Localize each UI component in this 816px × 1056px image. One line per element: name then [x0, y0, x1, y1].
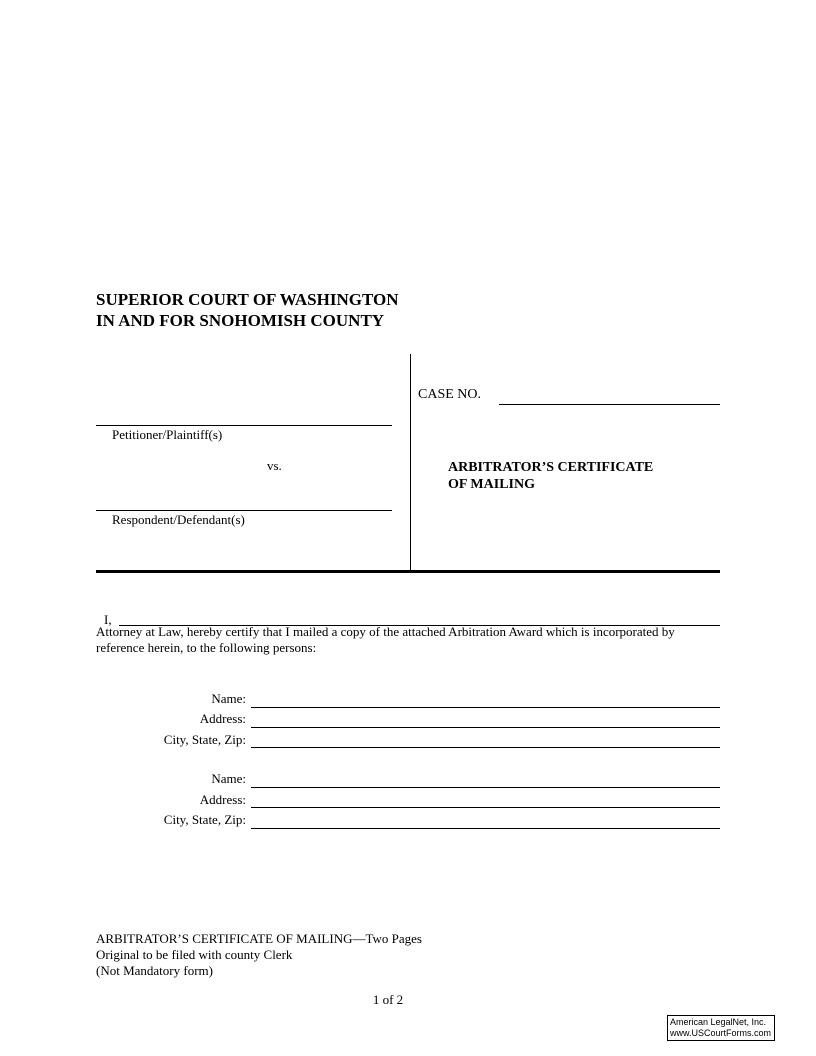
petitioner-name-line[interactable] [96, 425, 392, 426]
respondent-label: Respondent/Defendant(s) [112, 512, 245, 527]
document-title [448, 459, 653, 493]
stamp-line2: www.USCourtForms.com [670, 1028, 772, 1038]
recipient-2-city-line[interactable] [251, 828, 720, 829]
page-number: 1 of 2 [372, 992, 404, 1007]
vs-label: vs. [267, 458, 282, 473]
footer-line3: (Not Mandatory form) [96, 963, 213, 978]
court-name-line1: SUPERIOR COURT OF WASHINGTON [96, 290, 399, 309]
recipient-1-address-label: Address: [199, 711, 246, 726]
recipient-1-address-line[interactable] [251, 727, 720, 728]
recipient-1-city-line[interactable] [251, 747, 720, 748]
court-name-line2: IN AND FOR SNOHOMISH COUNTY [96, 311, 385, 330]
recipient-2-name-label: Name: [211, 771, 246, 786]
recipient-2-address-label: Address: [199, 792, 246, 807]
respondent-name-line[interactable] [96, 510, 392, 511]
case-no-line[interactable] [499, 404, 720, 405]
recipient-1-name-label: Name: [211, 691, 246, 706]
certify-prefix: I, [104, 612, 112, 627]
recipient-2-address-line[interactable] [251, 807, 720, 808]
petitioner-label: Petitioner/Plaintiff(s) [112, 427, 223, 442]
publisher-stamp [667, 1015, 775, 1041]
footer-line2: Original to be filed with county Clerk [96, 947, 293, 962]
caption-bottom-rule [96, 570, 720, 573]
certification-text: Attorney at Law, hereby certify that I mailed a copy of the attached Arbitration Award which is incorporated by reference herein, to the following persons: [96, 624, 675, 655]
recipient-1-name-line[interactable] [251, 707, 720, 708]
stamp-line1: American LegalNet, Inc. [670, 1017, 767, 1027]
document-title-line1: ARBITRATOR’S CERTIFICATE [448, 460, 654, 475]
form-footer [96, 931, 422, 979]
footer-line1: ARBITRATOR’S CERTIFICATE OF MAILING—Two Pages [96, 931, 422, 946]
recipient-2-name-line[interactable] [251, 787, 720, 788]
document-title-line2: OF MAILING [448, 477, 535, 492]
caption-divider [410, 354, 411, 571]
recipient-2-city-label: City, State, Zip: [163, 812, 246, 827]
case-no-label: CASE NO. [418, 387, 482, 402]
court-heading [96, 289, 398, 331]
recipient-1-city-label: City, State, Zip: [163, 732, 246, 747]
